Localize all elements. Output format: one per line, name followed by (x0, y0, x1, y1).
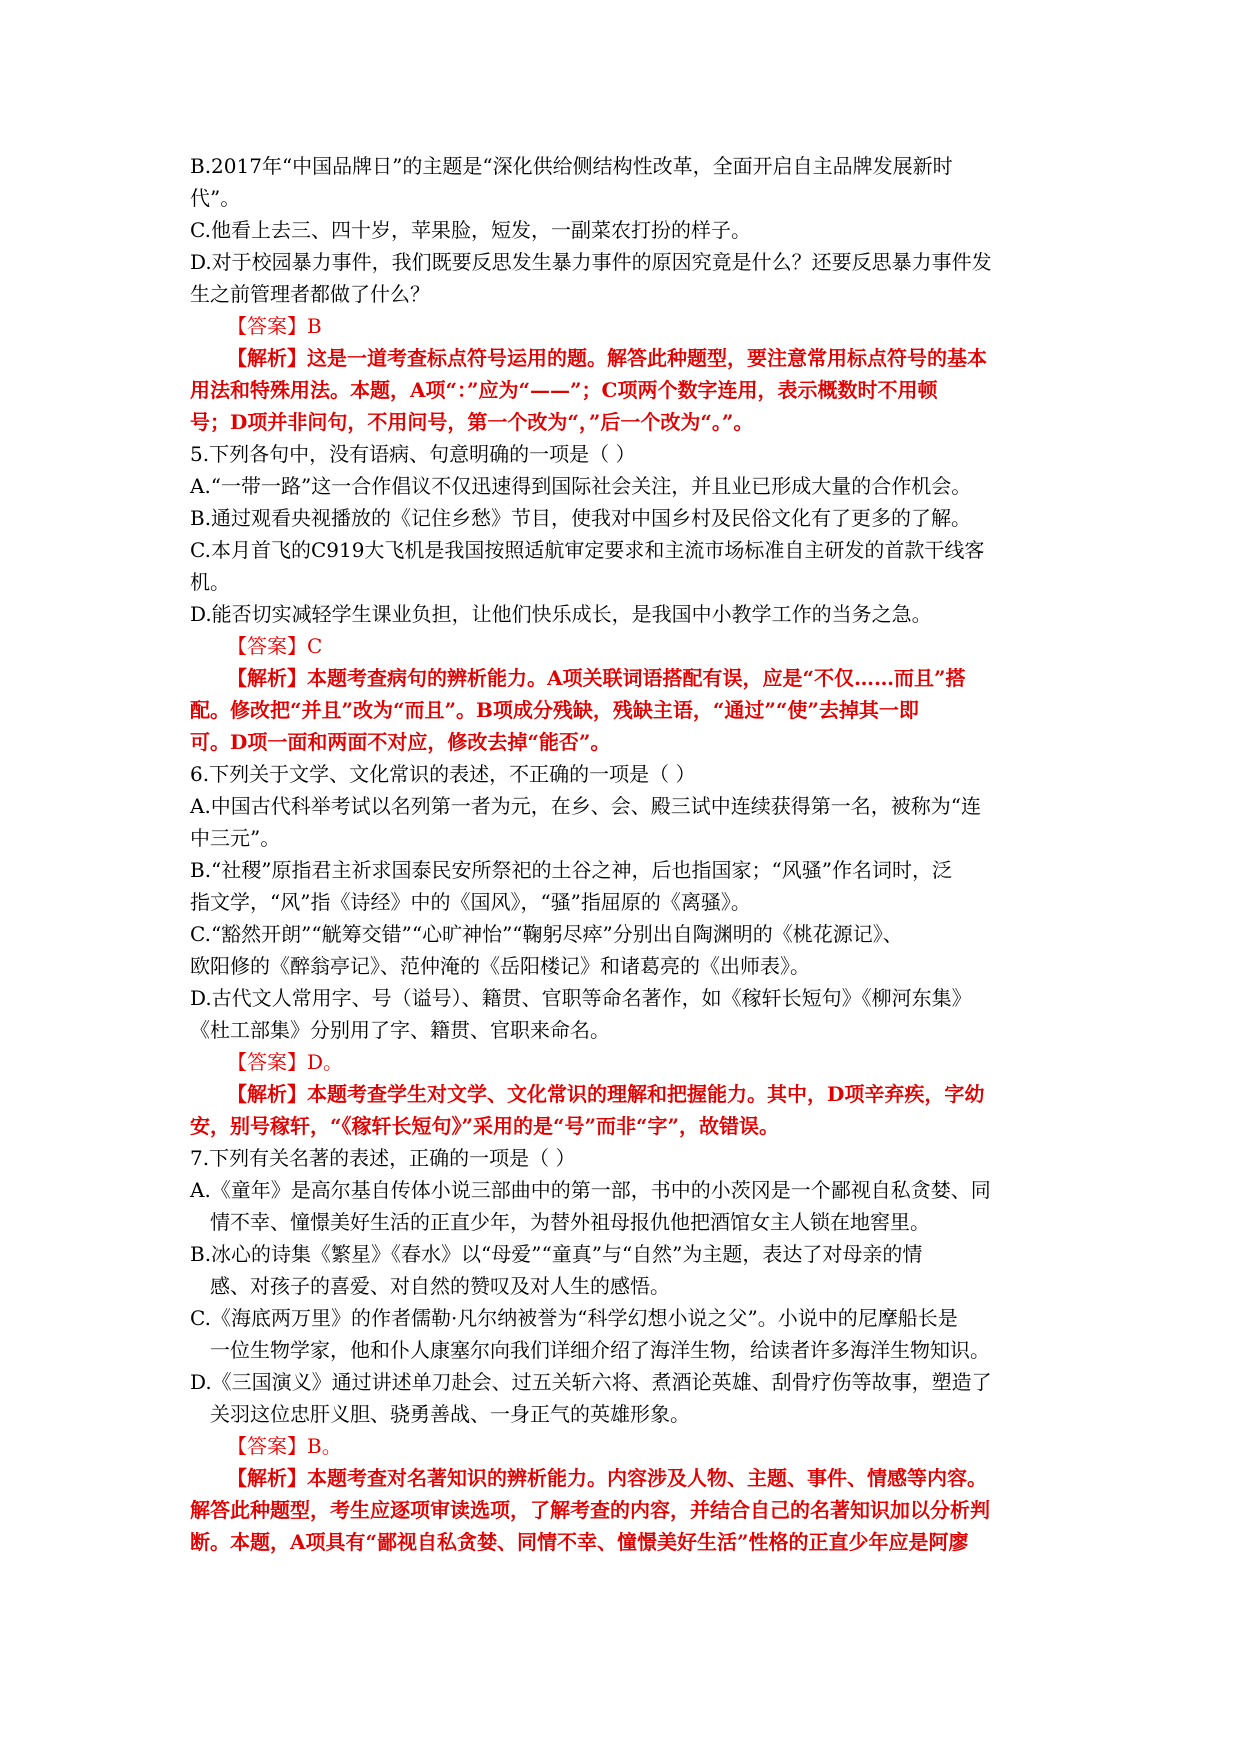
text-line: 《杜工部集》分别用了字、籍贯、官职来命名。 (190, 1018, 610, 1042)
analysis-line: 解答此种题型，考生应逐项审读选项，了解考查的内容，并结合自己的名著知识加以分析判 (190, 1498, 990, 1522)
analysis-line: 【解析】这是一道考查标点符号运用的题。解答此种题型，要注意常用标点符号的基本 (227, 346, 987, 370)
analysis-line: 安，别号稼轩，“《稼轩长短句》”采用的是“号”而非“字”，故错误。 (190, 1114, 780, 1138)
text-line: D.对于校园暴力事件，我们既要反思发生暴力事件的原因究竟是什么？还要反思暴力事件发 (190, 250, 992, 274)
analysis-line: 配。修改把“并且”改为“而且”。B项成分残缺，残缺主语，“通过”“使”去掉其一即 (190, 698, 919, 722)
analysis-line: 号；D项并非问句，不用问号，第一个改为“，”后一个改为“。”。 (190, 410, 754, 434)
answer-line: 【答案】C (227, 634, 323, 658)
text-line: 6.下列关于文学、文化常识的表述，不正确的一项是（ ） (190, 762, 696, 786)
text-line: C.《海底两万里》的作者儒勒·凡尔纳被誉为“科学幻想小说之父”。小说中的尼摩船长是 (190, 1306, 958, 1330)
text-line: B.2017年“中国品牌日”的主题是“深化供给侧结构性改革，全面开启自主品牌发展新时 (190, 154, 953, 178)
text-line: A.中国古代科举考试以名列第一者为元，在乡、会、殿三试中连续获得第一名，被称为“连 (190, 794, 982, 818)
text-line: C.“豁然开朗”“觥筹交错”“心旷神怡”“鞠躬尽瘁”分别出自陶渊明的《桃花源记》、 (190, 922, 903, 946)
answer-line: 【答案】D。 (227, 1050, 344, 1074)
text-line: 7.下列有关名著的表述，正确的一项是（ ） (190, 1146, 576, 1170)
text-line: 指文学，“风”指《诗经》中的《国风》，“骚”指屈原的《离骚》。 (190, 890, 751, 914)
text-line: 5.下列各句中，没有语病、句意明确的一项是（ ） (190, 442, 636, 466)
answer-line: 【答案】B (227, 314, 322, 338)
text-line: C.他看上去三、四十岁，苹果脸，短发，一副菜农打扮的样子。 (190, 218, 751, 242)
text-line: 中三元”。 (190, 826, 281, 850)
analysis-line: 用法和特殊用法。本题，A项“：”应为“——”；C项两个数字连用，表示概数时不用顿 (190, 378, 938, 402)
text-line: B.冰心的诗集《繁星》《春水》以“母爱”“童真”与“自然”为主题，表达了对母亲的情 (190, 1242, 923, 1266)
document-page (190, 150, 1060, 1558)
answer-line: 【答案】B。 (227, 1434, 342, 1458)
text-line: B.“社稷”原指君主祈求国泰民安所祭祀的土谷之神，后也指国家；“风骚”作名词时，泛 (190, 858, 952, 882)
text-line: B.通过观看央视播放的《记住乡愁》节目，使我对中国乡村及民俗文化有了更多的了解。 (190, 506, 972, 530)
text-line: D.《三国演义》通过讲述单刀赴会、过五关斩六将、煮酒论英雄、刮骨疗伤等故事，塑造了 (190, 1370, 992, 1394)
analysis-line: 断。本题，A项具有“鄙视自私贪婪、同情不幸、憧憬美好生活”性格的正直少年应是阿廖 (190, 1530, 969, 1554)
text-line: 关羽这位忠肝义胆、骁勇善战、一身正气的英雄形象。 (210, 1402, 690, 1426)
text-line: A.“一带一路”这一合作倡议不仅迅速得到国际社会关注，并且业已形成大量的合作机会。 (190, 474, 972, 498)
text-line: D.古代文人常用字、号（谥号）、籍贯、官职等命名著作，如《稼轩长短句》《柳河东集》 (190, 986, 972, 1010)
text-line: 代”。 (190, 186, 241, 210)
analysis-line: 【解析】本题考查学生对文学、文化常识的理解和把握能力。其中，D项辛弃疾，字幼 (227, 1082, 985, 1106)
text-line: D.能否切实减轻学生课业负担，让他们快乐成长，是我国中小教学工作的当务之急。 (190, 602, 932, 626)
text-line: 生之前管理者都做了什么？ (190, 282, 430, 306)
text-line: 感、对孩子的喜爱、对自然的赞叹及对人生的感悟。 (210, 1274, 670, 1298)
text-line: 机。 (190, 570, 230, 594)
text-line: 一位生物学家，他和仆人康塞尔向我们详细介绍了海洋生物，给读者许多海洋生物知识。 (210, 1338, 990, 1362)
text-line: 欧阳修的《醉翁亭记》、范仲淹的《岳阳楼记》和诸葛亮的《出师表》。 (190, 954, 810, 978)
analysis-line: 【解析】本题考查病句的辨析能力。A项关联词语搭配有误，应是“不仅……而且”搭 (227, 666, 966, 690)
text-line: 情不幸、憧憬美好生活的正直少年，为替外祖母报仇他把酒馆女主人锁在地窖里。 (210, 1210, 930, 1234)
text-line: C.本月首飞的C919大飞机是我国按照适航审定要求和主流市场标准自主研发的首款干线客 (190, 538, 985, 562)
analysis-line: 可。D项一面和两面不对应，修改去掉“能否”。 (190, 730, 611, 754)
text-line: A.《童年》是高尔基自传体小说三部曲中的第一部，书中的小茨冈是一个鄙视自私贪婪、同 (190, 1178, 991, 1202)
analysis-line: 【解析】本题考查对名著知识的辨析能力。内容涉及人物、主题、事件、情感等内容。 (227, 1466, 987, 1490)
